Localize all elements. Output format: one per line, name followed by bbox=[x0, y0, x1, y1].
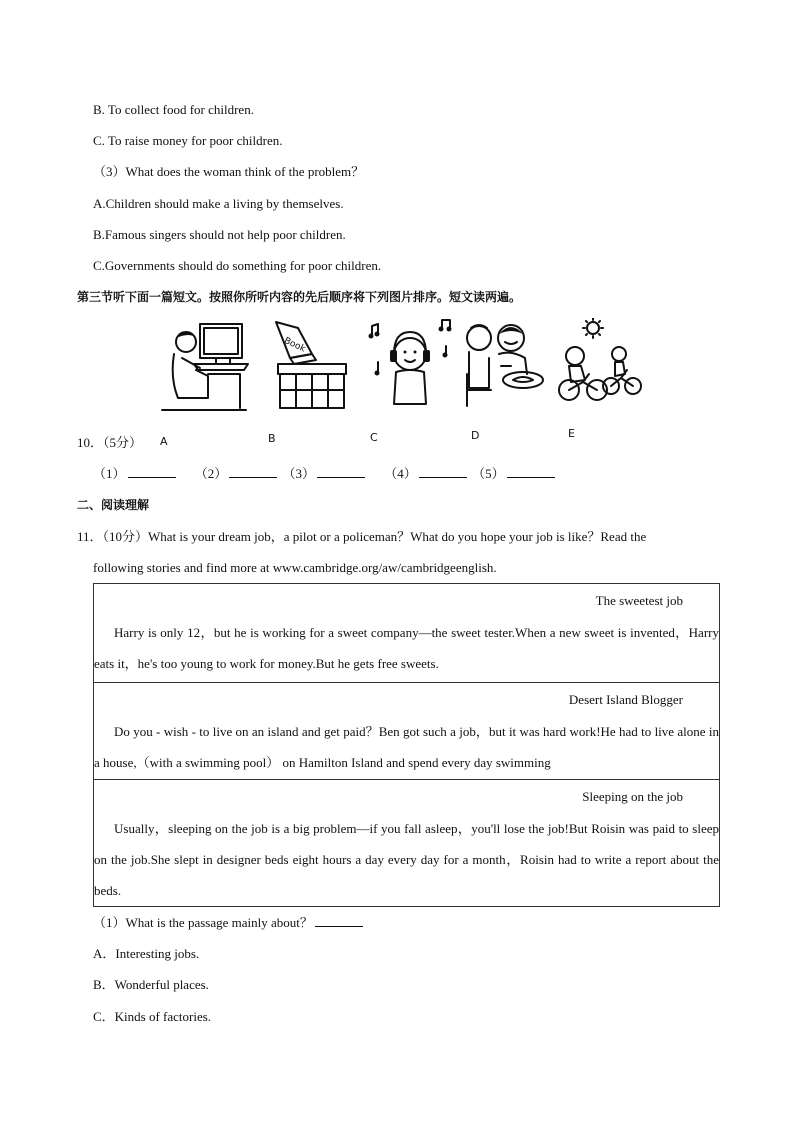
cycling-icon bbox=[557, 318, 647, 413]
q10-blank-2-label: （2） bbox=[194, 466, 228, 481]
girl-headphones-icon bbox=[366, 318, 456, 413]
story-2 bbox=[94, 682, 719, 779]
q11-intro-line2: following stories and find more at www.cambridge.org/aw/cambridgeenglish. bbox=[93, 560, 497, 575]
book-shelf-icon bbox=[268, 318, 353, 413]
picture-a bbox=[160, 318, 250, 417]
q10-blank-5-label: （5） bbox=[472, 466, 505, 481]
q9-sub3-option-b: B.Famous singers should not help poor children. bbox=[93, 227, 346, 242]
picture-c bbox=[366, 318, 456, 417]
q10-number: 10．（5分） bbox=[77, 435, 143, 450]
q10-blank-4-label: （4） bbox=[384, 466, 417, 481]
story-2-text: Do you - wish - to live on an island and get paid？Ben got such a job，but it was hard work!He had to live alone in a house,（with a swimming pool） on Hamilton Island and spend every day swimming bbox=[94, 724, 719, 770]
q9-sub3-option-a: A.Children should make a living by themselves. bbox=[93, 196, 344, 211]
picture-d bbox=[461, 318, 551, 417]
q10-blank-4[interactable] bbox=[419, 466, 467, 478]
section3-heading: 第三节听下面一篇短文。按照你所听内容的先后顺序将下列图片排序。短文读两遍。 bbox=[77, 290, 522, 304]
family-eating-icon bbox=[461, 318, 551, 413]
stories-table bbox=[93, 583, 720, 907]
story-3 bbox=[94, 779, 719, 907]
story-3-text: Usually，sleeping on the job is a big problem—if you fall asleep，you'll lose the job!But Roisin was paid to sleep on the job.She slept in designer beds eight hours a day every day for a month，Roisin had to write a report about the beds. bbox=[94, 821, 719, 898]
q11-sub1-option-c: C．Kinds of factories. bbox=[93, 1009, 212, 1024]
q10-blank-1-label: （1） bbox=[93, 466, 126, 481]
q11-sub1 bbox=[93, 915, 365, 931]
q9-option-b: B. To collect food for children. bbox=[93, 102, 254, 117]
q9-option-c: C. To raise money for poor children. bbox=[93, 133, 283, 148]
q10-blank-1[interactable] bbox=[128, 466, 176, 478]
story-1 bbox=[94, 584, 719, 682]
computer-boy-icon bbox=[160, 318, 250, 413]
q9-sub3-option-c: C.Governments should do something for poor children. bbox=[93, 258, 382, 273]
story-3-title: Sleeping on the job bbox=[582, 789, 683, 804]
part2-heading: 二、阅读理解 bbox=[77, 498, 150, 512]
q10-blank-3-label: （3） bbox=[282, 466, 316, 481]
q10-blank-5[interactable] bbox=[507, 466, 555, 478]
q9-sub3-question: （3）What does the woman think of the problem？ bbox=[93, 164, 365, 179]
q11-sub1-question: （1）What is the passage mainly about？ bbox=[93, 915, 313, 930]
picture-a-label: A bbox=[160, 435, 168, 448]
story-1-text: Harry is only 12，but he is working for a sweet company—the sweet tester.When a new sweet is invented，Harry eats it，he's too young to work for money.But he gets free sweets. bbox=[94, 625, 719, 671]
picture-b-label: B bbox=[268, 432, 276, 445]
picture-e-label: E bbox=[568, 427, 575, 440]
q10-blank-2[interactable] bbox=[229, 466, 277, 478]
picture-d-label: D bbox=[471, 429, 480, 442]
q11-sub1-option-b: B．Wonderful places. bbox=[93, 977, 209, 992]
story-2-title: Desert Island Blogger bbox=[568, 692, 683, 707]
picture-e bbox=[557, 318, 647, 417]
q10-blank-3[interactable] bbox=[317, 466, 365, 478]
q11-sub1-blank[interactable] bbox=[315, 915, 363, 927]
story-1-title: The sweetest job bbox=[595, 593, 683, 608]
svg-text:Book: Book bbox=[282, 336, 307, 355]
q11-sub1-option-a: A．Interesting jobs. bbox=[93, 946, 200, 961]
picture-b bbox=[268, 318, 353, 417]
q11-intro-line1: 11．（10分）What is your dream job，a pilot or a policeman？What do you hope your job is like？Read the bbox=[77, 529, 647, 544]
q10-blanks bbox=[93, 466, 557, 482]
picture-c-label: C bbox=[370, 431, 378, 444]
